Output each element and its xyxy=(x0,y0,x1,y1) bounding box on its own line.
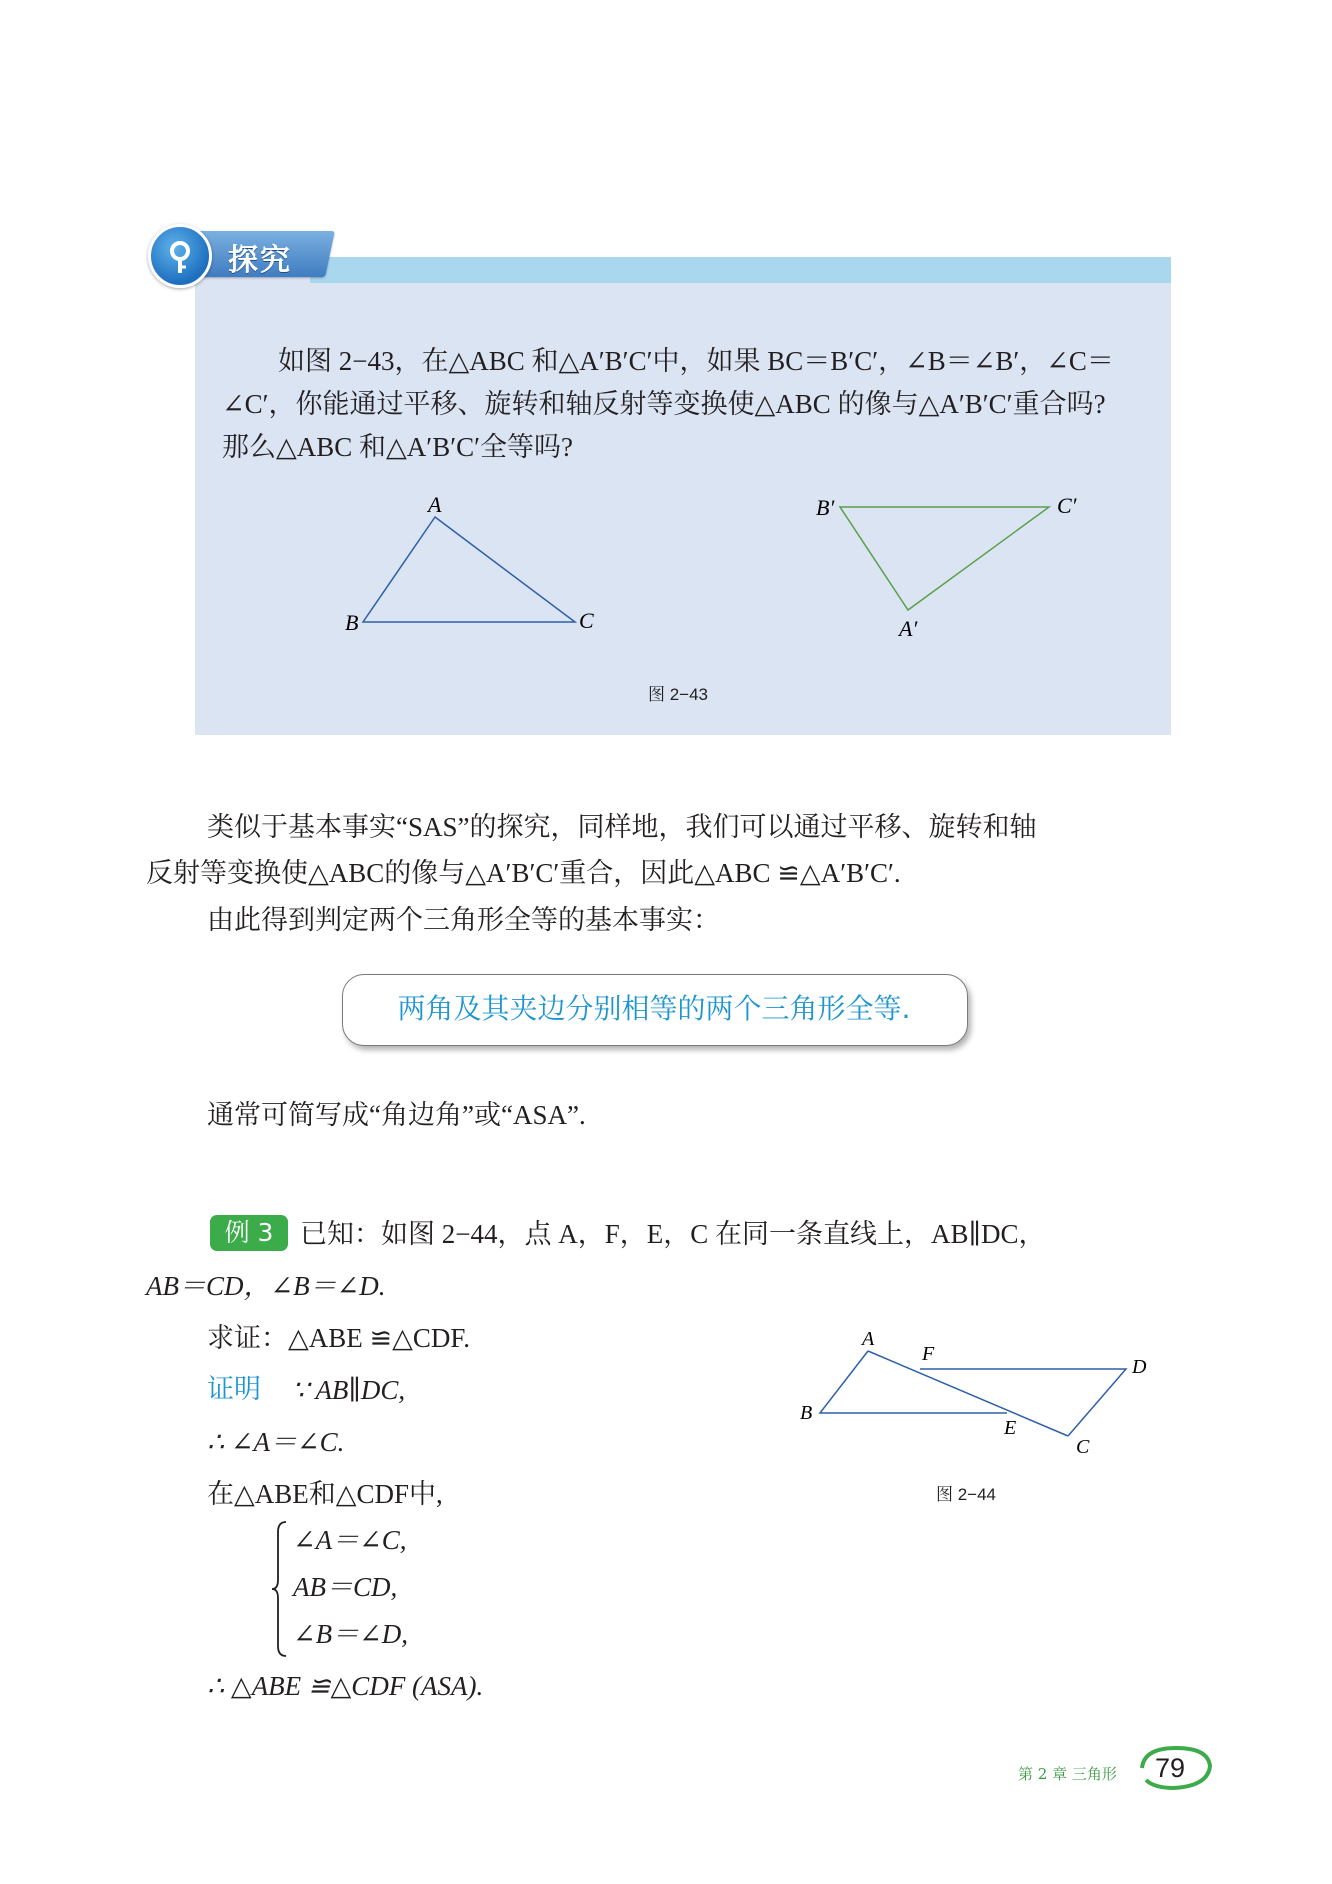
proof-step-2: ∴ ∠A＝∠C. xyxy=(207,1427,345,1457)
triangle-abc xyxy=(363,517,575,622)
explore-title: 探究 xyxy=(228,243,292,278)
explore-line-2: ∠C′，你能通过平移、旋转和轴反射等变换使△ABC 的像与△A′B′C′重合吗? xyxy=(222,389,1106,419)
brace-line-2: AB＝CD, xyxy=(293,1572,398,1602)
proof-step-3: 在△ABE和△CDF中, xyxy=(207,1479,443,1509)
proof-label: 证明 xyxy=(207,1374,261,1405)
explore-header-bar xyxy=(310,257,1171,283)
label-B: B xyxy=(345,610,359,635)
brace-line-3: ∠B＝∠D, xyxy=(293,1619,408,1649)
example-given-line-2: AB＝CD，∠B＝∠D. xyxy=(146,1271,386,1301)
label-A: A xyxy=(862,1328,875,1350)
figure-2-43 xyxy=(195,480,1171,660)
label-B-prime: B′ xyxy=(816,495,835,520)
label-A-prime: A′ xyxy=(899,616,918,641)
label-D: D xyxy=(1132,1356,1147,1378)
label-E: E xyxy=(1004,1417,1017,1439)
chapter-footer: 第 2 章 三角形 xyxy=(1018,1765,1117,1783)
figure-2-44 xyxy=(790,1315,1170,1465)
basic-fact-text: 两角及其夹边分别相等的两个三角形全等. xyxy=(397,992,911,1025)
body-para-1-line-1: 类似于基本事实“SAS”的探究，同样地，我们可以通过平移、旋转和轴 xyxy=(207,812,1037,842)
segment-CDF xyxy=(920,1369,1126,1436)
label-C: C xyxy=(579,608,594,633)
label-C-prime: C′ xyxy=(1057,493,1077,518)
explore-line-3: 那么△ABC 和△A′B′C′全等吗? xyxy=(222,432,574,462)
key-icon xyxy=(148,224,212,288)
triangle-abc-prime xyxy=(840,507,1049,610)
segment-ABE xyxy=(820,1351,1007,1413)
line-AC xyxy=(868,1351,1068,1436)
figure-2-43-caption: 图 2−43 xyxy=(648,685,709,704)
proof-step-1: ∵ AB∥DC, xyxy=(292,1375,406,1405)
figure-2-44-caption: 图 2−44 xyxy=(936,1485,997,1504)
example-label: 例 3 xyxy=(210,1215,288,1251)
label-A: A xyxy=(428,492,442,517)
explore-line-1: 如图 2−43，在△ABC 和△A′B′C′中，如果 BC＝B′C′，∠B＝∠B′，∠C＝ xyxy=(278,346,1114,376)
example-prove: 求证：△ABE ≌△CDF. xyxy=(207,1323,471,1353)
label-F: F xyxy=(922,1343,935,1365)
body-para-1-line-2: 反射等变换使△ABC的像与△A′B′C′重合，因此△ABC ≌△A′B′C′. xyxy=(146,858,901,888)
proof-conclusion: ∴ △ABE ≌△CDF (ASA). xyxy=(207,1671,484,1701)
example-given-line-1: 已知：如图 2−44，点 A，F，E，C 在同一条直线上，AB∥DC， xyxy=(300,1219,1046,1249)
label-C: C xyxy=(1076,1436,1090,1458)
body-para-2: 由此得到判定两个三角形全等的基本事实： xyxy=(207,905,720,935)
label-B: B xyxy=(800,1402,813,1424)
brace-line-1: ∠A＝∠C, xyxy=(293,1525,407,1555)
left-brace xyxy=(270,1520,290,1658)
page-number: 79 xyxy=(1154,1753,1186,1783)
abbreviation-text: 通常可简写成“角边角”或“ASA”. xyxy=(207,1100,586,1130)
